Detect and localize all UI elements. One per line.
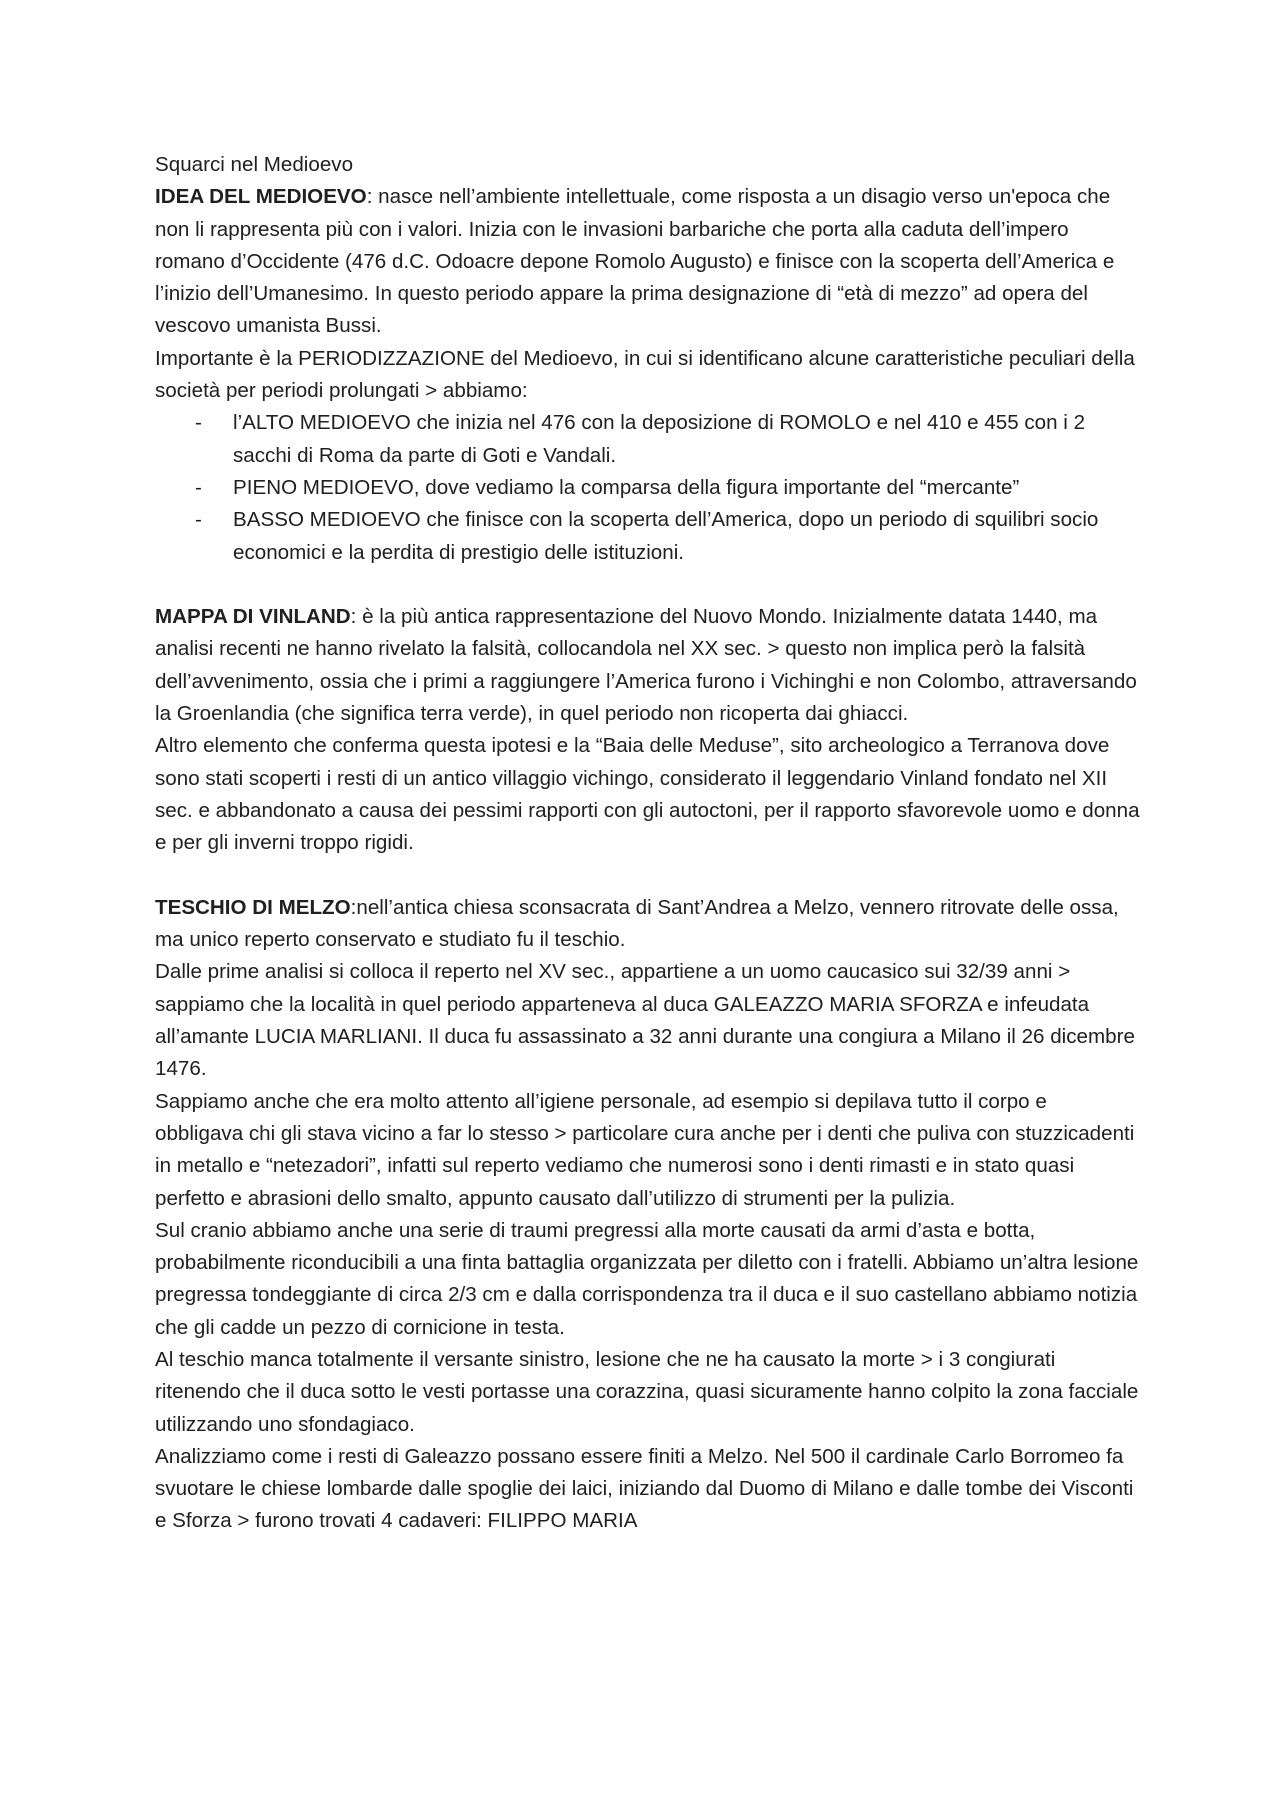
teschio-heading: TESCHIO DI MELZO	[155, 895, 351, 919]
vinland-paragraph-2: Altro elemento che conferma questa ipotesi e la “Baia delle Meduse”, sito archeologico a Terranova dove sono stati scoperti i resti di un antico villaggio vichingo, considerato il leggendario Vinland fondato nel XII sec. e abbandonato a causa dei pessimi rapporti con gli autoctoni, per il rapporto sfavorevole uomo e donna e per gli inverni troppo rigidi.	[155, 734, 1140, 855]
teschio-text-1: :nell’antica chiesa sconsacrata di Sant’Andrea a Melzo, vennero ritrovate delle ossa, ma unico reperto conservato e studiato fu il teschio.	[155, 895, 1119, 952]
idea-text-1: : nasce nell’ambiente intellettuale, come risposta a un disagio verso un'epoca che non li rappresenta più con i valori. Inizia con le invasioni barbariche che porta alla caduta dell’impero romano d’Occidente (476 d.C. Odoacre depone Romolo Augusto) e finisce con la scoperta dell’America e l’inizio dell’Umanesimo. In questo periodo appare la prima designazione di “età di mezzo” ad opera del vescovo umanista Bussi.	[155, 185, 1115, 338]
teschio-paragraph-3: Sappiamo anche che era molto attento all’igiene personale, ad esempio si depilava tutto il corpo e obbligava chi gli stava vicino a far lo stesso > particolare cura anche per i denti che puliva con stuzzicadenti in metallo e “netezadori”, infatti sul reperto vediamo che numerosi sono i denti rimasti e in stato quasi perfetto e abrasioni dello smalto, appunto causato dall’utilizzo di strumenti per la pulizia.	[155, 1089, 1135, 1210]
idea-paragraph-2: Importante è la PERIODIZZAZIONE del Medioevo, in cui si identificano alcune caratteristiche peculiari della società per periodi prolungati > abbiamo:	[155, 346, 1135, 403]
teschio-paragraph-6: Analizziamo come i resti di Galeazzo possano essere finiti a Melzo. Nel 500 il cardinale Carlo Borromeo fa svuotare le chiese lombarde dalle spoglie dei laici, iniziando dal Duomo di Milano e dalle tombe dei Visconti e Sforza > furono trovati 4 cadaveri: FILIPPO MARIA	[155, 1444, 1134, 1533]
list-item: - l’ALTO MEDIOEVO che inizia nel 476 con la deposizione di ROMOLO e nel 410 e 455 con i 2 sacchi di Roma da parte di Goti e Vandali.	[233, 407, 1140, 472]
idea-paragraph-1	[155, 181, 1140, 342]
list-item: - PIENO MEDIOEVO, dove vediamo la comparsa della figura importante del “mercante”	[233, 472, 1140, 504]
vinland-heading: MAPPA DI VINLAND	[155, 605, 351, 629]
teschio-paragraph-5: Al teschio manca totalmente il versante sinistro, lesione che ne ha causato la morte > i 3 congiurati ritenendo che il duca sotto le vesti portasse una corazzina, quasi sicuramente hanno colpito la zona facciale utilizzando uno sfondagiaco.	[155, 1347, 1139, 1436]
vinland-text-1: : è la più antica rappresentazione del Nuovo Mondo. Inizialmente datata 1440, ma analisi recenti ne hanno rivelato la falsità, collocandola nel XX sec. > questo non implica però la falsità dell’avvenimento, ossia che i primi a raggiungere l’America furono i Vichinghi e non Colombo, attraversando la Groenlandia (che significa terra verde), in quel periodo non ricoperta dai ghiacci.	[155, 605, 1137, 726]
spacer	[155, 569, 1140, 601]
list-item: - BASSO MEDIOEVO che finisce con la scoperta dell’America, dopo un periodo di squilibri socio economici e la perdita di prestigio delle istituzioni.	[233, 504, 1140, 569]
document-title: Squarci nel Medioevo	[155, 153, 354, 176]
spacer	[155, 860, 1140, 892]
teschio-paragraph-4: Sul cranio abbiamo anche una serie di traumi pregressi alla morte causati da armi d’asta e botta, probabilmente riconducibili a una finta battaglia organizzata per diletto con i fratelli. Abbiamo un’altra lesione pregressa tondeggiante di circa 2/3 cm e dalla corrispondenza tra il duca e il suo castellano abbiamo notizia che gli cadde un pezzo di cornicione in testa.	[155, 1218, 1139, 1339]
periods-list	[155, 407, 1140, 568]
teschio-paragraph-2: Dalle prime analisi si colloca il reperto nel XV sec., appartiene a un uomo caucasico sui 32/39 anni > sappiamo che la località in quel periodo apparteneva al duca GALEAZZO MARIA SFORZA e infeudata all’amante LUCIA MARLIANI. Il duca fu assassinato a 32 anni durante una congiura a Milano il 26 dicembre 1476.	[155, 960, 1135, 1081]
document-page	[155, 149, 1140, 1538]
teschio-paragraph-1	[155, 892, 1140, 957]
vinland-paragraph-1	[155, 601, 1140, 730]
idea-heading: IDEA DEL MEDIOEVO	[155, 185, 367, 209]
